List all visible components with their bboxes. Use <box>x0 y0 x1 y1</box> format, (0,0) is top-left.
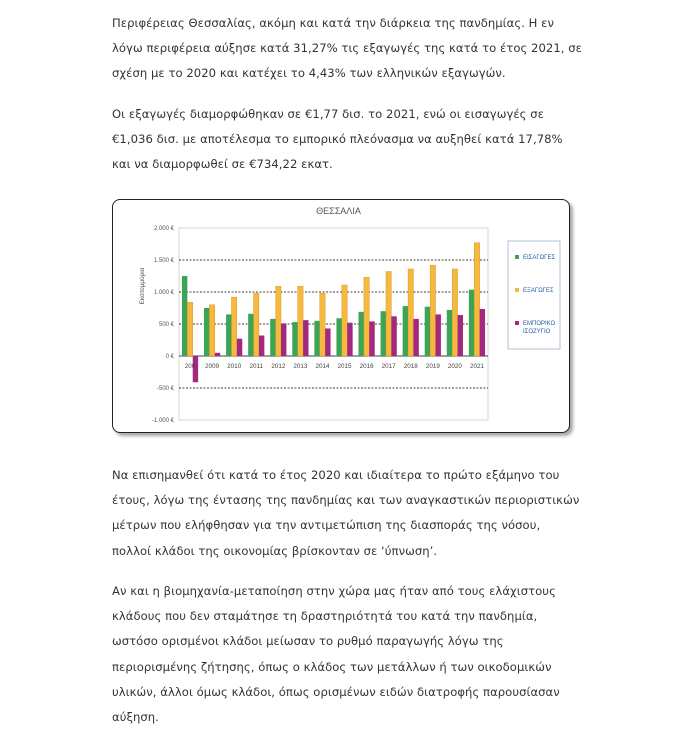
bar-εξαγωγες-2014 <box>320 293 325 356</box>
x-tick-label: 2019 <box>425 363 440 370</box>
bar-εισαγωγες-2015 <box>336 318 341 356</box>
bar-εμπορικο-ισοζυγιο-2017 <box>391 316 396 356</box>
y-tick-label: -1.000 € <box>151 418 174 424</box>
bar-εισαγωγες-2014 <box>314 321 319 356</box>
paragraph-pandemic-2020: Να επισημανθεί ότι κατά το έτος 2020 και ιδιαίτερα το πρώτο εξάμηνο του έτους, λόγω της έντασης της πανδημίας και των αναγκαστικών περιοριστικών μέτρων που ελήφθησαν για την αντιμετώπιση της διασποράς της νόσου, πολλοί κλάδοι της οικονομίας βρίσκονταν σε ‘ύπνωση’. <box>112 468 580 558</box>
bar-εξαγωγες-2020 <box>452 269 457 356</box>
bar-εισαγωγες-2012 <box>270 319 275 356</box>
bar-εξαγωγες-2021 <box>474 243 479 356</box>
bar-εμπορικο-ισοζυγιο-2012 <box>281 323 286 356</box>
x-tick-label: 2011 <box>249 363 264 370</box>
legend-label: ΕΙΣΑΓΩΓΕΣ <box>523 255 556 261</box>
x-tick-label: 2017 <box>381 363 396 370</box>
bar-εισαγωγες-2010 <box>226 314 231 356</box>
x-tick-label: 2021 <box>469 363 484 370</box>
legend-swatch <box>515 288 519 292</box>
chart-svg <box>113 200 569 432</box>
bar-εμπορικο-ισοζυγιο-2013 <box>303 320 308 356</box>
bar-εμπορικο-ισοζυγιο-2019 <box>436 314 441 356</box>
bar-εμπορικο-ισοζυγιο-2009 <box>215 353 220 356</box>
x-tick-label: 2012 <box>271 363 286 370</box>
y-tick-label: 500 € <box>158 322 174 328</box>
y-tick-label: 0 € <box>165 354 174 360</box>
thessaly-trade-chart <box>112 199 570 433</box>
bar-εμπορικο-ισοζυγιο-2010 <box>237 339 242 356</box>
bar-εισαγωγες-2020 <box>447 310 452 356</box>
y-tick-label: 2.000 € <box>153 226 174 232</box>
bar-εμπορικο-ισοζυγιο-2018 <box>413 319 418 356</box>
chart-title: ΘΕΣΣΑΛΙΑ <box>316 206 361 216</box>
bar-εξαγωγες-2017 <box>386 272 391 356</box>
x-tick-label: 2014 <box>315 363 330 370</box>
bar-εξαγωγες-2018 <box>408 269 413 356</box>
x-tick-label: 2010 <box>227 363 242 370</box>
bar-εξαγωγες-2012 <box>276 286 281 356</box>
y-tick-label: 1.500 € <box>153 258 174 264</box>
legend-swatch <box>515 321 519 325</box>
x-tick-label: 2016 <box>359 363 374 370</box>
bar-εξαγωγες-2010 <box>231 297 236 356</box>
bar-εμπορικο-ισοζυγιο-2014 <box>325 328 330 356</box>
y-tick-label: 1.000 € <box>153 290 174 296</box>
bar-εισαγωγες-2016 <box>359 312 364 356</box>
legend-swatch <box>515 255 519 259</box>
x-tick-label: 2013 <box>293 363 308 370</box>
bar-εισαγωγες-2011 <box>248 314 253 356</box>
x-tick-label: 2018 <box>403 363 418 370</box>
bar-εισαγωγες-2017 <box>381 311 386 356</box>
y-axis-label: Εκατομμύρια <box>139 267 146 305</box>
bar-εξαγωγες-2015 <box>342 285 347 356</box>
x-tick-label: 2015 <box>337 363 352 370</box>
bar-εξαγωγες-2011 <box>254 293 259 356</box>
bar-εισαγωγες-2009 <box>204 308 209 356</box>
bar-εμπορικο-ισοζυγιο-2016 <box>369 321 374 356</box>
y-tick-label: -500 € <box>156 386 174 392</box>
legend-label-line2: ΙΣΟΖΥΓΙΟ <box>523 329 551 335</box>
x-tick-label: 2009 <box>205 363 220 370</box>
bar-εισαγωγες-2019 <box>425 307 430 356</box>
bar-εισαγωγες-2013 <box>292 322 297 356</box>
bar-εισαγωγες-2008 <box>182 276 187 356</box>
legend-label: ΕΞΑΓΩΓΕΣ <box>523 288 554 294</box>
paragraph-industry-manufacturing: Αν και η βιομηχανία-μεταποίηση στην χώρα μας ήταν από τους ελάχιστους κλάδους που δεν σταμάτησε τη δραστηριότητά του κατά την πανδημία, ωστόσο ορισμένοι κλάδοι μείωσαν το ρυθμό παραγωγής λόγω της περιορισμένης ζήτησης, όπως ο κλάδος των μετάλλων ή των οικοδομικών υλικών, άλλοι όμως κλάδοι, όπως ορισμένων ειδών διατροφής παρουσίασαν αύξηση. <box>112 584 560 725</box>
legend-label: ΕΜΠΟΡΙΚΟ <box>523 321 556 327</box>
bar-εμπορικο-ισοζυγιο-2015 <box>347 323 352 356</box>
bar-εισαγωγες-2021 <box>469 290 474 356</box>
bar-εμπορικο-ισοζυγιο-2011 <box>259 336 264 356</box>
paragraph-thessaly-intro: Περιφέρειας Θεσσαλίας, ακόμη και κατά την διάρκεια της πανδημίας. Η εν λόγω περιφέρεια αύξησε κατά 31,27% τις εξαγωγές της κατά το έτος 2021, σε σχέση με το 2020 και κατέχει το 4,43% των ελληνικών εξαγωγών. <box>112 16 582 81</box>
bar-εμπορικο-ισοζυγιο-2020 <box>458 315 463 356</box>
x-tick-label: 2020 <box>447 363 462 370</box>
bar-εξαγωγες-2019 <box>430 265 435 356</box>
bar-εισαγωγες-2018 <box>403 306 408 356</box>
bar-εξαγωγες-2008 <box>187 302 192 356</box>
bar-εμπορικο-ισοζυγιο-2021 <box>480 309 485 356</box>
paragraph-exports-imports: Οι εξαγωγές διαμορφώθηκαν σε €1,77 δισ. το 2021, ενώ οι εισαγωγές σε €1,036 δισ. με αποτέλεσμα το εμπορικό πλεόνασμα να αυξηθεί κατά 17,78% και να διαμορφωθεί σε €734,22 εκατ. <box>112 107 563 172</box>
bar-εξαγωγες-2009 <box>209 305 214 356</box>
x-tick-label: 200 <box>184 363 196 370</box>
bar-εξαγωγες-2013 <box>298 286 303 356</box>
bar-εξαγωγες-2016 <box>364 277 369 356</box>
